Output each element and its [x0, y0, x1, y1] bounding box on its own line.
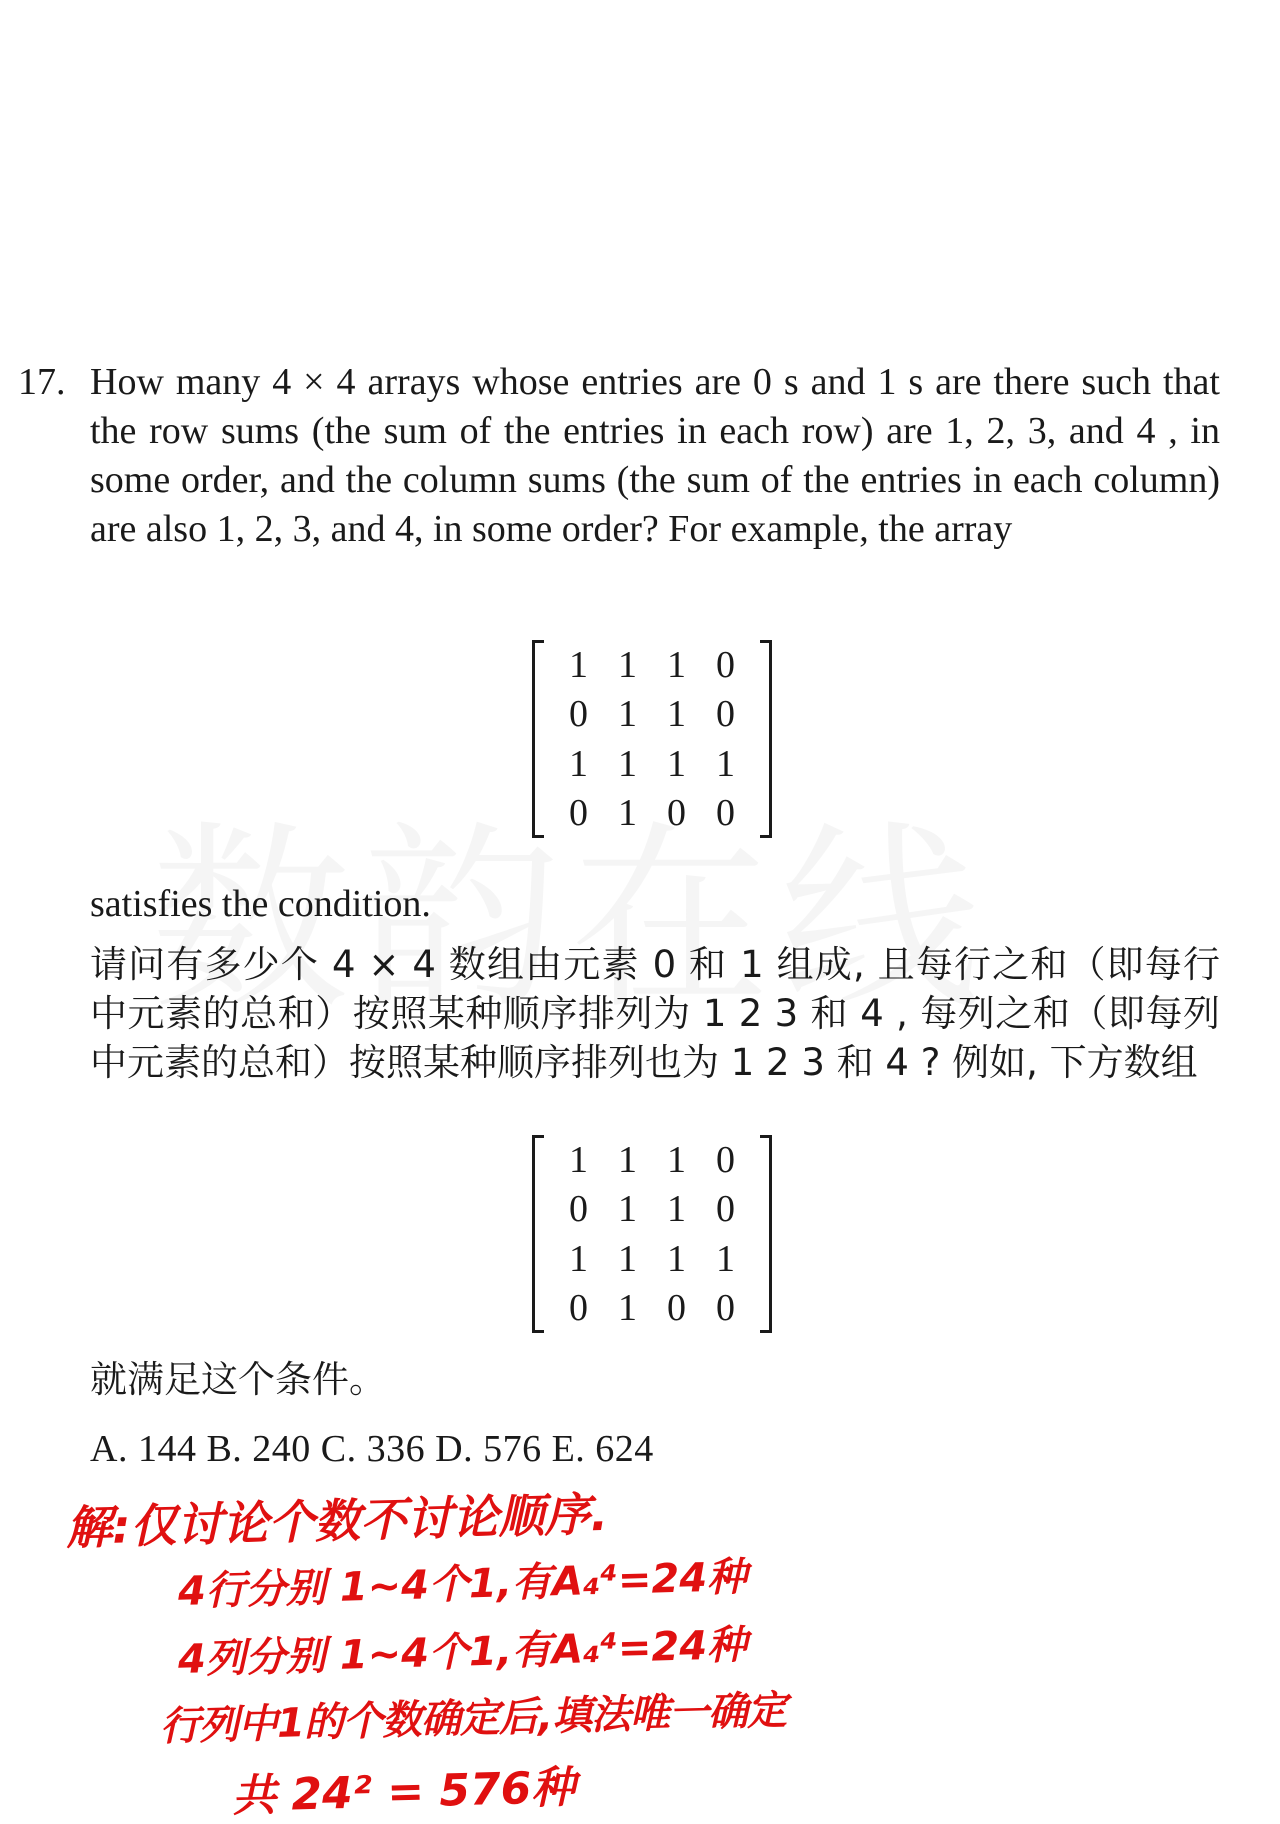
matrix-cell: 0: [716, 693, 735, 736]
matrix-cell: 0: [569, 693, 588, 736]
problem-number: 17.: [18, 361, 66, 403]
matrix-cell: 0: [569, 1287, 588, 1330]
matrix-cell: 1: [618, 1188, 637, 1231]
handwritten-solution-line: 4行分别 1~4个1,有A₄⁴=24种: [177, 1554, 748, 1615]
matrix-cell: 0: [716, 792, 735, 835]
matrix-cell: 1: [569, 742, 588, 785]
example-matrix-chinese: [532, 1135, 772, 1333]
handwritten-solution-line: 行列中1的个数确定后,填法唯一确定: [159, 1687, 787, 1750]
matrix-right-bracket: [760, 640, 772, 838]
problem-text-english: How many 4 × 4 arrays whose entries are 0 s and 1 s are there such that the row sums (the sum of the entries in each row) are 1, 2, 3, and 4 , in some order, and the column sums (the sum of the entries in each column) are also 1, 2, 3, and 4, in some order? For example, the array: [90, 361, 1220, 550]
matrix-cell: 1: [667, 1138, 686, 1181]
matrix-cell: 0: [716, 1287, 735, 1330]
matrix-grid: [554, 640, 750, 838]
problem-text-chinese: 请问有多少个 4 × 4 数组由元素 0 和 1 组成, 且每行之和（即每行中元素的总和）按照某种顺序排列为 1 2 3 和 4 , 每列之和（即每列中元素的总和）按照某种顺序排列也为 1 2 3 和 4 ? 例如, 下方数组: [90, 943, 1220, 1084]
matrix-cell: 0: [569, 792, 588, 835]
matrix-grid: [554, 1135, 750, 1333]
matrix-cell: 1: [667, 1188, 686, 1231]
matrix-cell: 0: [667, 1287, 686, 1330]
matrix-left-bracket: [532, 640, 544, 838]
matrix-left-bracket: [532, 1135, 544, 1333]
problem-text-english-tail: satisfies the condition.: [90, 883, 431, 925]
matrix-cell: 1: [569, 643, 588, 686]
handwritten-solution-line: 解:仅讨论个数不讨论顺序.: [65, 1486, 609, 1555]
matrix-cell: 1: [569, 1237, 588, 1280]
matrix-cell: 1: [618, 1138, 637, 1181]
matrix-cell: 1: [667, 643, 686, 686]
handwritten-solution-answer: 共 24² = 576种: [231, 1762, 576, 1822]
matrix-cell: 1: [667, 693, 686, 736]
matrix-cell: 0: [716, 1188, 735, 1231]
matrix-cell: 0: [667, 792, 686, 835]
matrix-cell: 1: [618, 1287, 637, 1330]
matrix-right-bracket: [760, 1135, 772, 1333]
matrix-cell: 1: [667, 1237, 686, 1280]
matrix-cell: 1: [618, 742, 637, 785]
handwritten-solution-line: 4列分别 1~4个1,有A₄⁴=24种: [177, 1622, 748, 1683]
matrix-cell: 1: [569, 1138, 588, 1181]
example-matrix-english: [532, 640, 772, 838]
matrix-cell: 1: [618, 693, 637, 736]
answer-choices: A. 144 B. 240 C. 336 D. 576 E. 624: [90, 1428, 654, 1470]
matrix-cell: 0: [569, 1188, 588, 1231]
matrix-cell: 1: [618, 792, 637, 835]
matrix-cell: 1: [667, 742, 686, 785]
matrix-cell: 1: [618, 643, 637, 686]
matrix-cell: 1: [716, 742, 735, 785]
problem-text-chinese-tail: 就满足这个条件。: [90, 1358, 386, 1401]
matrix-cell: 0: [716, 643, 735, 686]
matrix-cell: 1: [716, 1237, 735, 1280]
matrix-cell: 0: [716, 1138, 735, 1181]
matrix-cell: 1: [618, 1237, 637, 1280]
